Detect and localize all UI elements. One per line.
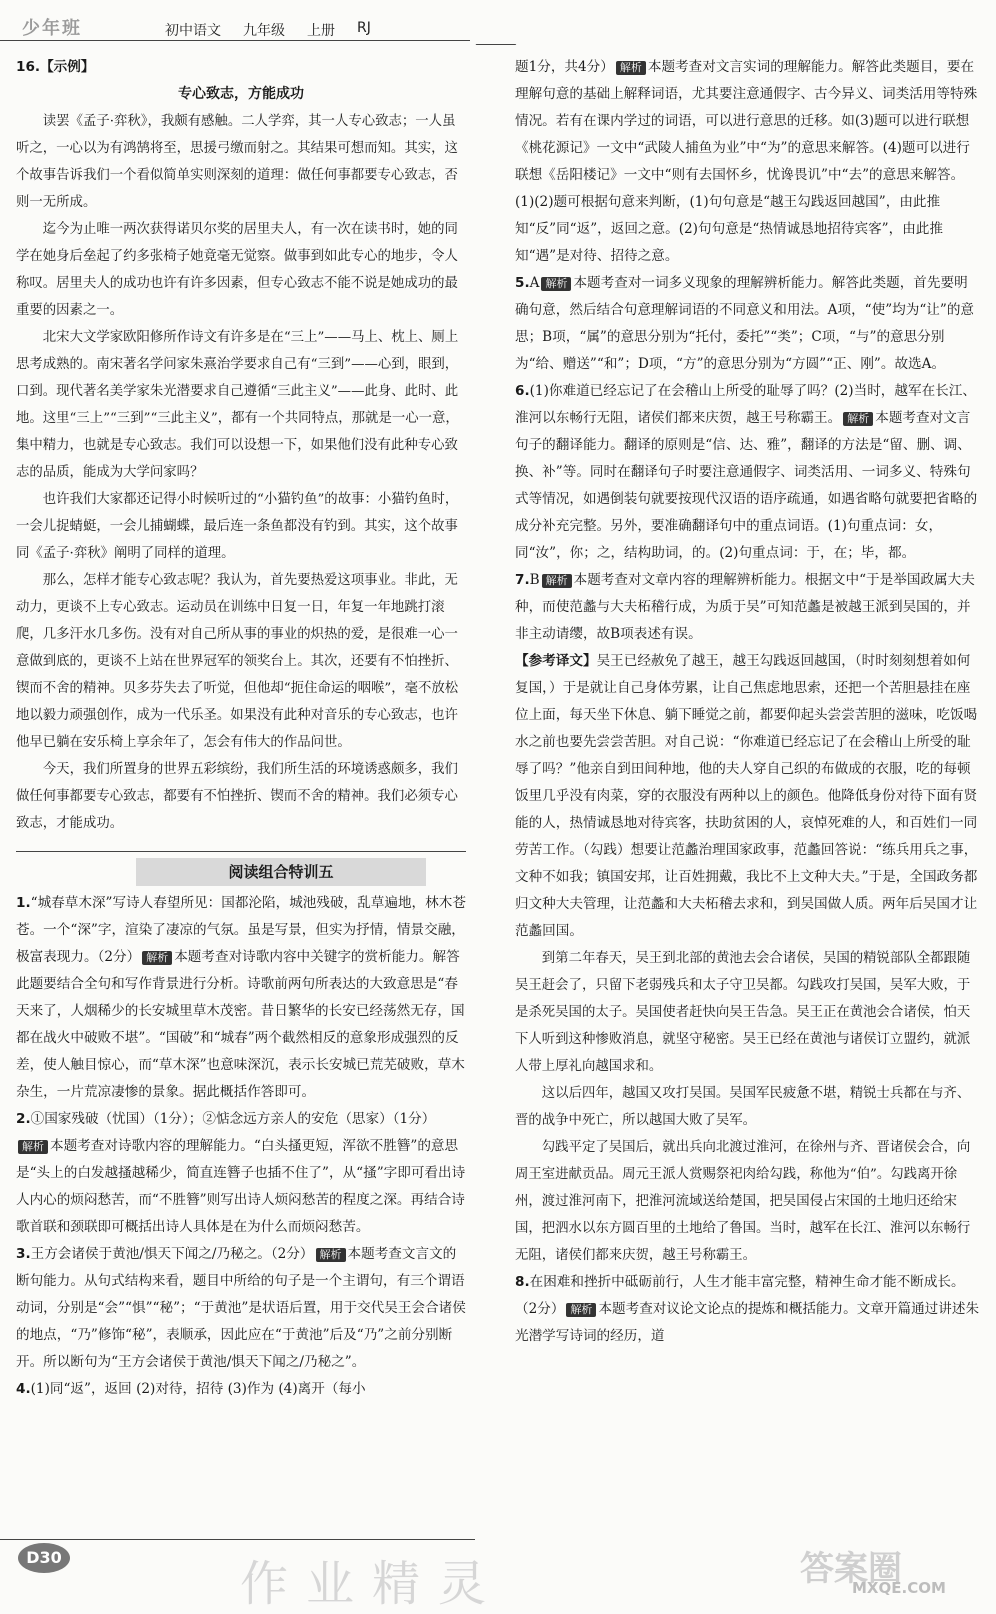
analysis-tag: 解析 [616, 61, 646, 75]
answer-item [16, 1241, 466, 1376]
item-answer: “城春草木深”写诗人春望所见：国都沦陷，城池残破，乱草遍地，林木苍苍。一个“深”字，渲染了凄凉的气氛。虽是写景，但实为抒情，情景交融，极富表现力。（2分） [16, 895, 466, 965]
analysis-tag: 解析 [142, 951, 172, 965]
item-analysis: 本题考查对文言句子的翻译能力。翻译的原则是“信、达、雅”，翻译的方法是“留、删、调、换、补”等。同时在翻译句子时要注意通假字、词类活用、一词多义、特殊句式等情况，如遇倒装句就要按现代汉语的语序疏通，如遇省略句就要把省略的成分补充完整。另外，要准确翻译句中的重点词语。(1)句重点词：女，同“汝”，你；之，结构助词，的。(2)句重点词：于，在；毕，都。 [515, 410, 978, 561]
edition-label: RJ [357, 20, 371, 36]
essay-paragraph: 迄今为止唯一两次获得诺贝尔奖的居里夫人，有一次在读书时，她的同学在她身后垒起了约多张椅子她竟毫无觉察。做事到如此专心的地步，令人称叹。居里夫人的成功也许有许多因素，但专心致志不能不说是她成功的最重要的因素之一。 [16, 222, 458, 318]
volume-label: 上册 [307, 23, 335, 39]
answer-item [515, 1269, 980, 1350]
item-number: 3. [16, 1246, 31, 1262]
essay-paragraph: 今天，我们所置身的世界五彩缤纷，我们所生活的环境诱惑颇多，我们做任何事都要专心致志，都要有不怕挫折、锲而不舍的精神。我们必须专心致志，才能成功。 [16, 762, 458, 831]
page-header [0, 0, 996, 40]
answer-item [515, 270, 980, 378]
section-title: 阅读组合特训五 [136, 858, 426, 886]
item-answer: B [529, 572, 540, 588]
reference-paragraph: 勾践平定了吴国后，就出兵向北渡过淮河，在徐州与齐、晋诸侯会合，向周王室进献贡品。周元王派人赏赐祭祀肉给勾践，称他为“伯”。勾践离开徐州，渡过淮河南下，把淮河流域送给楚国，把吴国侵占宋国的土地归还给宋国，把泗水以东方圆百里的土地给了鲁国。当时，越军在长江、淮河以东畅行无阻，诸侯们都来庆贺，越王号称霸王。 [515, 1140, 971, 1263]
reference-paragraph: 这以后四年，越国又攻打吴国。吴国军民疲惫不堪，精锐士兵都在与齐、晋的战争中死亡，所以越国大败了吴军。 [515, 1086, 971, 1128]
analysis-tag: 解析 [542, 574, 572, 588]
page-footer [0, 1535, 996, 1612]
answer-item [16, 890, 466, 1106]
answer-item [16, 1106, 466, 1241]
analysis-tag: 解析 [316, 1248, 346, 1262]
item-number: 8. [515, 1274, 530, 1290]
item-number: 4. [16, 1381, 31, 1397]
header-rule [0, 40, 470, 41]
watermark-logo: 答案圈 [800, 1549, 902, 1589]
watermark: 作业精灵 [240, 1556, 505, 1612]
essay-title: 专心致志，方能成功 [178, 86, 304, 102]
book-info [165, 20, 371, 40]
subject-label: 初中语文 [165, 23, 221, 39]
answer-item [515, 378, 980, 567]
item-analysis: 本题考查对文章内容的理解辨析能力。根据文中“于是举国政属大夫种，而使范蠡与大夫柘稽行成，为质于吴”可知范蠡是被越王派到吴国的，并非主动请缨，故B项表述有误。 [515, 572, 975, 642]
item-number: 5. [515, 275, 530, 291]
item-analysis: 本题考查对诗歌内容中关键字的赏析能力。解答此题要结合全句和写作背景进行分析。诗歌前两句所表达的大致意思是“春天来了，人烟稀少的长安城里草木茂密。昔日繁华的长安已经荡然无存，国都在战火中破败不堪”。“国破”和“城春”两个截然相反的意象形成强烈的反差，使人触目惊心，而“草木深”也意味深沉，表示长安城已荒芜破败，草木杂生，一片荒凉凄惨的景象。据此概括作答即可。 [16, 949, 465, 1100]
item-number: 6. [515, 383, 530, 399]
answer-item-continued [515, 54, 980, 270]
item-answer: (1)同“返”，返回 (2)对待，招待 (3)作为 (4)离开（每小 [30, 1381, 366, 1397]
reference-translation [515, 648, 980, 945]
page-number-badge: D30 [18, 1543, 70, 1573]
item-answer: 在困难和挫折中砥砺前行，人生才能丰富完整，精神生命才能不断成长。（2分） [515, 1274, 965, 1317]
answer-item [515, 567, 980, 648]
essay-paragraph: 也许我们大家都还记得小时候听过的“小猫钓鱼”的故事：小猫钓鱼时，一会儿捉蜻蜓，一会儿捕蝴蝶，最后连一条鱼都没有钓到。其实，这个故事同《孟子·弈秋》阐明了同样的道理。 [16, 492, 459, 561]
item-analysis: 本题考查对议论文论点的提炼和概括能力。文章开篇通过讲述朱光潜学写诗词的经历，道 [515, 1301, 980, 1344]
item-answer: ①国家残破（忧国）（1分）；②惦念远方亲人的安危（思家）（1分） [30, 1111, 436, 1127]
grade-label: 九年级 [243, 23, 285, 39]
item-answer: A [529, 275, 540, 291]
analysis-tag: 解析 [541, 277, 571, 291]
left-column [16, 54, 466, 1403]
reference-paragraph: 吴王已经赦免了越王，越王勾践返回越国，（时时刻刻想着如何复国，）于是就让自己身体劳累，让自己焦虑地思索，还把一个苦胆悬挂在座位上面，每天坐下休息、躺下睡觉之前，都要仰起头尝尝苦胆的滋味，吃饭喝水之前也要先尝尝苦胆。对自己说：“你难道已经忘记了在会稽山上所受的耻辱了吗？”他亲自到田间种地，他的夫人穿自己织的布做成的衣服，吃的每顿饭里几乎没有肉菜，穿的衣服没有两种以上的颜色。他降低身份对待下面有贤能的人，热情诚恳地对待宾客，扶助贫困的人，哀悼死难的人，和百姓们一同劳苦工作。（勾践）想要让范蠡治理国家政事，范蠡回答说：“练兵用兵之事，文种不如我；镇国安邦，让百姓拥戴，我比不上文种大夫。”于是，全国政务都归文种大夫管理，让范蠡和大夫柘稽去求和，到吴国做人质。两年后吴国才让范蠡回国。 [515, 653, 978, 939]
section-divider [16, 851, 466, 852]
essay-paragraph: 读罢《孟子·弈秋》，我颇有感触。二人学弈，其一人专心致志；一人虽听之，一心以为有鸿鹄将至，思援弓缴而射之。其结果可想而知。其实，这个故事告诉我们一个看似简单实则深刻的道理：做任何事都要专心致志，否则一无所成。 [16, 114, 458, 210]
watermark-url: MXQE.COM [852, 1579, 946, 1597]
analysis-tag: 解析 [843, 412, 873, 426]
reference-label: 【参考译文】 [515, 653, 597, 669]
right-column [515, 54, 980, 1350]
analysis-tag: 解析 [18, 1140, 48, 1154]
item-analysis: 本题考查对一词多义现象的理解辨析能力。解答此类题，首先要明确句意，然后结合句意理解词语的不同意义和用法。A项，“使”均为“让”的意思；B项，“属”的意思分别为“托付，委托”“类”；C项，“与”的意思分别为“给、赠送”“和”；D项，“方”的意思分别为“方圆”“正、刚”。故选A。 [515, 275, 975, 372]
item-answer: 题1分，共4分） [515, 59, 614, 75]
essay-paragraph: 那么，怎样才能专心致志呢？我认为，首先要热爱这项事业。非此，无动力，更谈不上专心致志。运动员在训练中日复一日，年复一年地跳打滚爬，几多汗水几多伤。没有对自己所从事的事业的炽热的爱，是很难一心一意做到底的，更谈不上站在世界冠军的领奖台上。其次，还要有不怕挫折、锲而不舍的精神。贝多芬失去了听觉，但他却“扼住命运的咽喉”，毫不放松地以毅力顽强创作，成为一代乐圣。如果没有此种对音乐的专心致志，也许他早已躺在安乐椅上享余年了，怎会有伟大的作品问世。 [16, 573, 459, 750]
item-number: 1. [16, 895, 31, 911]
answer-item [16, 1376, 466, 1403]
brand-logo: 少年班 [22, 18, 82, 39]
q16-label: 16.【示例】 [16, 59, 95, 75]
item-answer: 王方会诸侯于黄池/惧天下闻之/乃秘之。（2分） [30, 1246, 314, 1262]
reference-paragraph: 到第二年春天，吴王到北部的黄池去会合诸侯，吴国的精锐部队全都跟随吴王赶会了，只留下老弱残兵和太子守卫吴都。勾践攻打吴国，吴军大败，于是杀死吴国的太子。吴国使者赶快向吴王告急。吴王正在黄池会合诸侯，怕天下人听到这种惨败消息，就坚守秘密。吴王已经在黄池与诸侯订立盟约，就派人带上厚礼向越国求和。 [515, 951, 971, 1074]
analysis-tag: 解析 [566, 1303, 596, 1317]
item-number: 2. [16, 1111, 31, 1127]
footer-rule [0, 1539, 475, 1540]
item-analysis: 本题考查对诗歌内容的理解能力。“白头搔更短，浑欲不胜簪”的意思是“头上的白发越搔越稀少，简直连簪子也插不住了”，从“搔”字即可看出诗人内心的烦闷愁苦，而“不胜簪”则写出诗人烦闷愁苦的程度之深。再结合诗歌首联和颈联即可概括出诗人具体是在为什么而烦闷愁苦。 [16, 1138, 466, 1235]
item-analysis: 本题考查文言文的断句能力。从句式结构来看，题目中所给的句子是一个主谓句，有三个谓语动词，分别是“会”“惧”“秘”；“于黄池”是状语后置，用于交代吴王会合诸侯的地点，“乃”修饰“秘”，表顺承，因此应在“于黄池”后及“乃”之前分别断开。所以断句为“王方会诸侯于黄池/惧天下闻之/乃秘之”。 [16, 1246, 466, 1370]
item-analysis: 本题考查对文言实词的理解能力。解答此类题目，要在理解句意的基础上解释词语，尤其要注意通假字、古今异义、词类活用等特殊情况。若有在课内学过的词语，可以进行意思的迁移。如(3)题可以进行联想《桃花源记》一文中“武陵人捕鱼为业”中“为”的意思来解答。(4)题可以进行联想《岳阳楼记》一文中“则有去国怀乡，忧谗畏讥”中“去”的意思来解答。(1)(2)题可根据句意来判断，(1)句句意是“越王勾践返回越国”，由此推知“反”同“返”，返回之意。(2)句句意是“热情诚恳地招待宾客”，由此推知“遇”是对待、招待之意。 [515, 59, 978, 264]
item-number: 7. [515, 572, 530, 588]
item-answer: (1)你难道已经忘记了在会稽山上所受的耻辱了吗？(2)当时，越军在长江、淮河以东畅行无阻，诸侯们都来庆贺，越王号称霸王。 [515, 383, 976, 426]
essay-paragraph: 北宋大文学家欧阳修所作诗文有许多是在“三上”——马上、枕上、厕上思考成熟的。南宋著名学问家朱熹治学要求自己有“三到”——心到，眼到，口到。现代著名美学家朱光潜要求自己遵循“三此主义”——此身、此时、此地。这里“三上”“三到”“三此主义”，都有一个共同特点，那就是一心一意，集中精力，也就是专心致志。我们可以设想一下，如果他们没有此种专心致志的品质，能成为大学问家吗？ [16, 330, 459, 480]
